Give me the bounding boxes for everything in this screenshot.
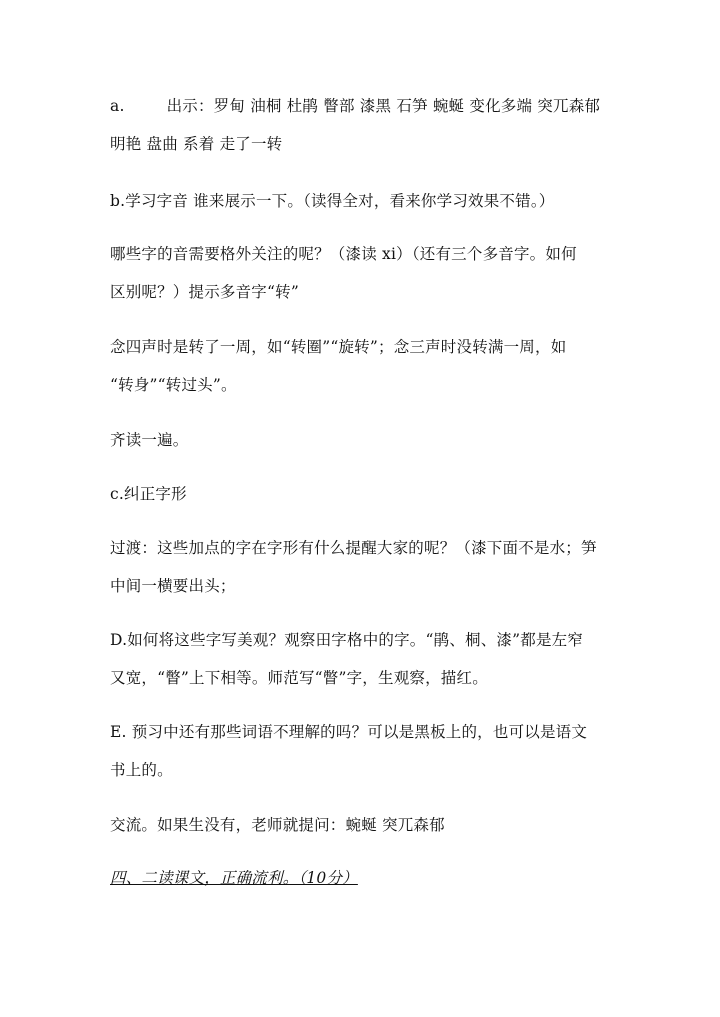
line-d: D.如何将这些字写美观？观察田字格中的字。“鹃、桐、漆”都是左窄	[110, 631, 584, 649]
line-e: E. 预习中还有那些词语不理解的吗？可以是黑板上的，也可以是语文	[110, 723, 588, 741]
line-polyphone-question: 哪些字的音需要格外关注的呢？（漆读 xi）（还有三个多音字。如何	[110, 245, 577, 263]
line-transition-cont: 中间一横要出头；	[110, 577, 236, 595]
line-read-together: 齐读一遍。	[110, 431, 189, 449]
line-e-cont: 书上的。	[110, 761, 173, 779]
line-c: c.纠正字形	[110, 485, 187, 503]
line-a	[110, 96, 600, 116]
section-heading-four: 四、二读课文，正确流利。（10分）	[110, 869, 358, 887]
line-d-cont: 又宽，“瞥”上下相等。师范写“瞥”字，生观察，描红。	[110, 669, 488, 687]
line-b: b.学习字音 谁来展示一下。（读得全对，看来你学习效果不错。）	[110, 192, 555, 210]
line-zhuan-explain-cont: “转身”“转过头”。	[110, 376, 237, 394]
item-label-a: a.	[110, 97, 125, 115]
line-exchange: 交流。如果生没有，老师就提问：蜿蜒 突兀森郁	[110, 816, 445, 834]
line-a-continued: 明艳 盘曲 系着 走了一转	[110, 135, 283, 153]
line-transition: 过渡：这些加点的字在字形有什么提醒大家的呢？（漆下面不是水；笋	[110, 539, 597, 557]
line-zhuan-explain: 念四声时是转了一周，如“转圈”“旋转”；念三声时没转满一周，如	[110, 338, 567, 356]
line-a-text: 出示：罗甸 油桐 杜鹃 瞥部 漆黑 石笋 蜿蜒 变化多端 突兀森郁	[166, 97, 601, 115]
line-polyphone-question-cont: 区别呢？）提示多音字“转”	[110, 283, 299, 301]
